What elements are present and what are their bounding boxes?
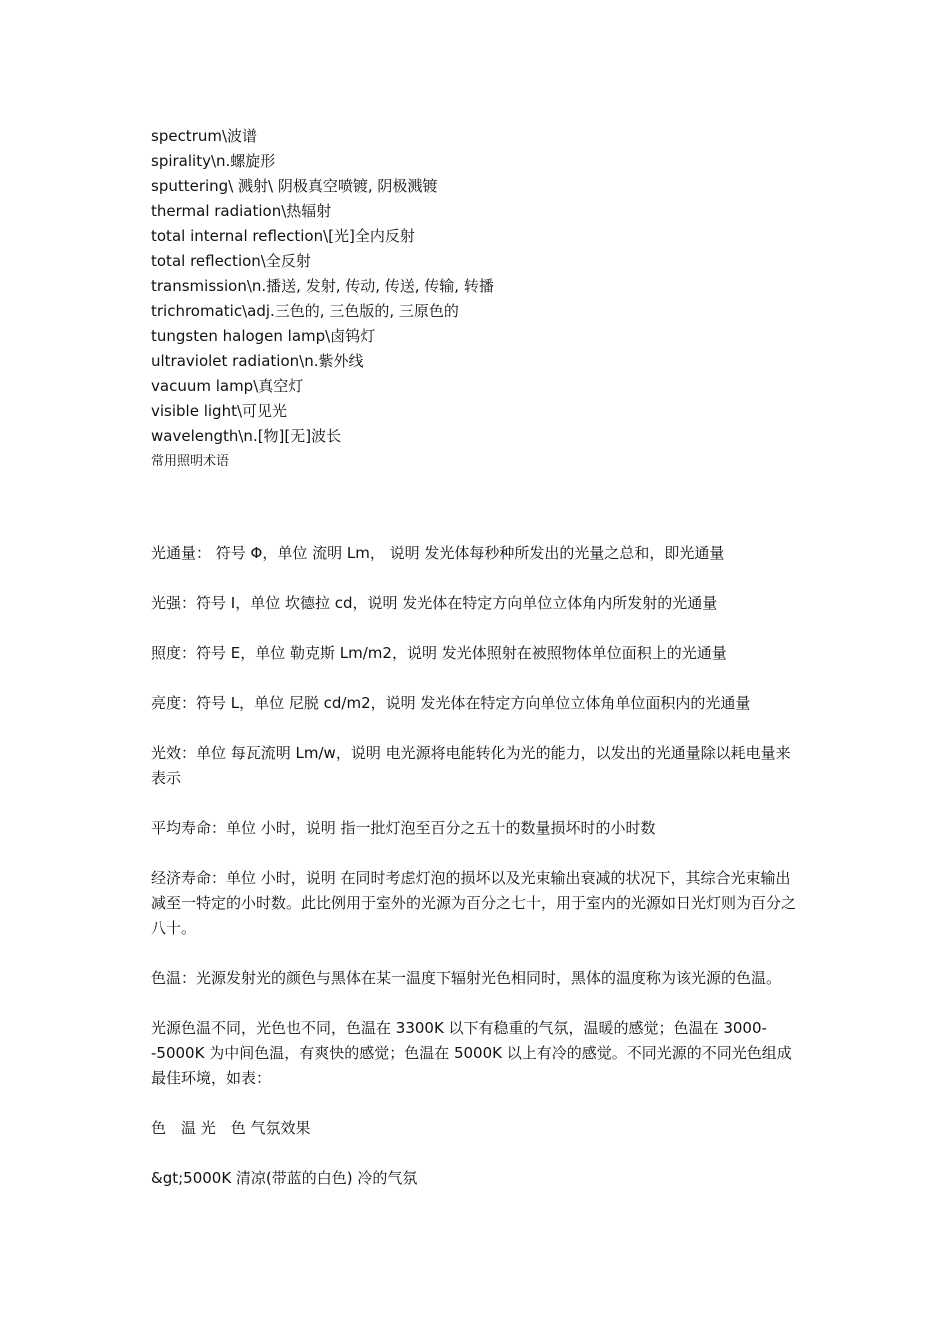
lighting-terms bbox=[151, 541, 801, 1216]
glossary-entry: trichromatic\adj.三色的, 三色版的, 三原色的 bbox=[151, 302, 459, 320]
glossary-entry: visible light\可见光 bbox=[151, 402, 288, 420]
term-illuminance: 照度：符号 E，单位 勒克斯 Lm/m2，说明 发光体照射在被照物体单位面积上的光通量 bbox=[151, 644, 727, 662]
color-temperature-description: 光源色温不同，光色也不同，色温在 3300K 以下有稳重的气氛，温暖的感觉；色温在 3000--5000K 为中间色温，有爽快的感觉；色温在 5000K 以上有冷的感觉。不同光源的不同光色组成最佳环境，如表： bbox=[151, 1019, 792, 1087]
term-average-life: 平均寿命：单位 小时，说明 指一批灯泡至百分之五十的数量损坏时的小时数 bbox=[151, 819, 656, 837]
glossary-entry: transmission\n.播送, 发射, 传动, 传送, 传输, 转播 bbox=[151, 277, 494, 295]
term-luminous-efficacy: 光效：单位 每瓦流明 Lm/w，说明 电光源将电能转化为光的能力，以发出的光通量除以耗电量来表示 bbox=[151, 744, 791, 787]
glossary-entry: wavelength\n.[物][无]波长 bbox=[151, 427, 342, 445]
term-economic-life: 经济寿命：单位 小时，说明 在同时考虑灯泡的损坏以及光束输出衰减的状况下，其综合光束输出减至一特定的小时数。此比例用于室外的光源为百分之七十，用于室内的光源如日光灯则为百分之八十。 bbox=[151, 869, 797, 937]
glossary-entry: vacuum lamp\真空灯 bbox=[151, 377, 304, 395]
glossary-entry: tungsten halogen lamp\卤钨灯 bbox=[151, 327, 376, 345]
glossary-entry: total internal reflection\[光]全内反射 bbox=[151, 227, 415, 245]
glossary-entry: spirality\n.螺旋形 bbox=[151, 152, 276, 170]
glossary-entry: ultraviolet radiation\n.紫外线 bbox=[151, 352, 364, 370]
glossary-entry: sputtering\ 溅射\ 阴极真空喷镀, 阴极溅镀 bbox=[151, 177, 438, 195]
term-luminous-flux: 光通量： 符号 Φ，单位 流明 Lm， 说明 发光体每秒种所发出的光量之总和，即光通量 bbox=[151, 544, 725, 562]
table-header-row: 色 温 光 色 气氛效果 bbox=[151, 1119, 311, 1137]
glossary-entry: total reflection\全反射 bbox=[151, 252, 311, 270]
term-luminance: 亮度：符号 L，单位 尼脱 cd/m2，说明 发光体在特定方向单位立体角单位面积内的光通量 bbox=[151, 694, 751, 712]
term-luminous-intensity: 光强：符号 I，单位 坎德拉 cd，说明 发光体在特定方向单位立体角内所发射的光通量 bbox=[151, 594, 718, 612]
glossary-list bbox=[151, 124, 801, 474]
glossary-entry: spectrum\波谱 bbox=[151, 127, 258, 145]
table-row: &gt;5000K 清凉(带蓝的白色) 冷的气氛 bbox=[151, 1169, 418, 1187]
term-color-temperature: 色温：光源发射光的颜色与黑体在某一温度下辐射光色相同时，黑体的温度称为该光源的色温。 bbox=[151, 969, 782, 987]
glossary-entry: thermal radiation\热辐射 bbox=[151, 202, 332, 220]
section-caption: 常用照明术语 bbox=[151, 454, 230, 469]
